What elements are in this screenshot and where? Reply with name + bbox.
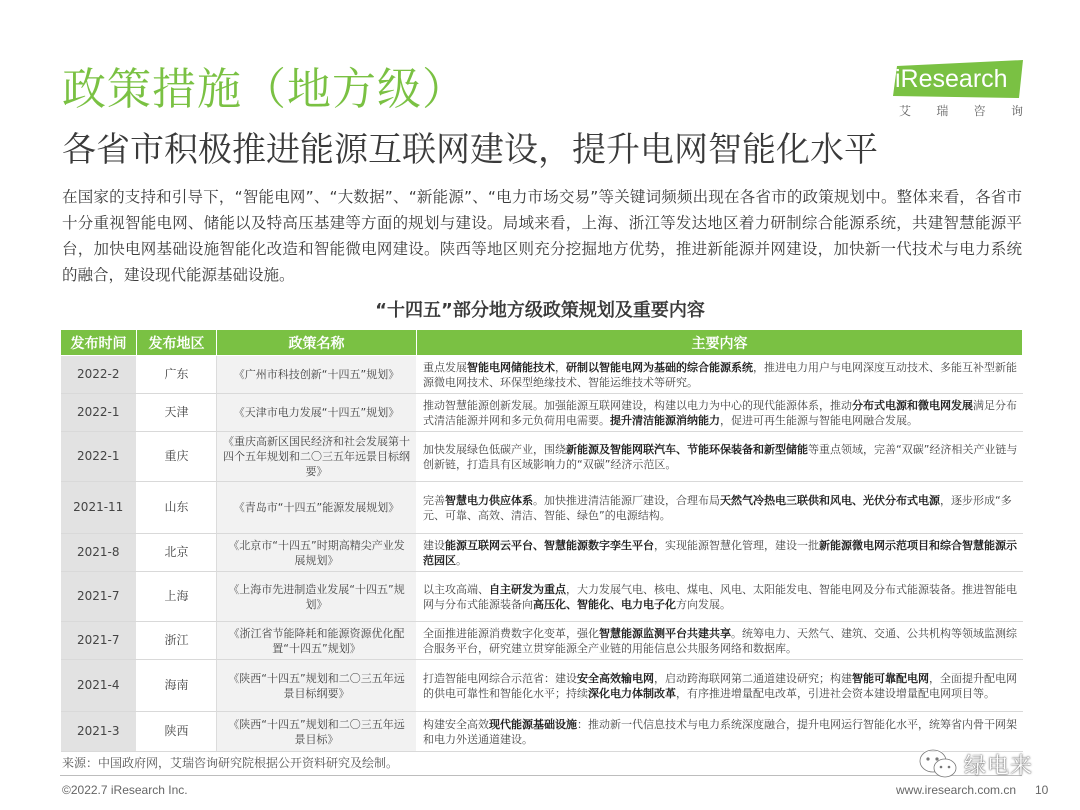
content-highlight: 安全高效输电网 xyxy=(577,671,654,685)
logo-cn-char: 咨 xyxy=(973,104,986,118)
cell-date: 2022-1 xyxy=(61,432,137,482)
cell-date: 2021-8 xyxy=(61,534,137,572)
table-row xyxy=(61,356,1023,394)
content-text: 。 xyxy=(456,553,467,567)
table-row xyxy=(61,660,1023,712)
header-main-content: 主要内容 xyxy=(417,330,1023,356)
cell-policy-name: 《陕西“十四五”规划和二〇三五年远景目标》 xyxy=(217,712,417,752)
cell-date: 2021-7 xyxy=(61,572,137,622)
logo-cn-char: 艾 xyxy=(899,104,912,118)
source-note: 来源：中国政府网，艾瑞咨询研究院根据公开资料研究及绘制。 xyxy=(62,756,399,770)
table-row xyxy=(61,482,1023,534)
content-text: 完善 xyxy=(423,493,445,507)
content-text: ，大力发展气电、核电、煤电、风电、太阳能发电、智能电网及分布式能源装备。推进智能电网与分布式能源装备向 xyxy=(423,582,1017,611)
content-highlight: 现代能源基础设施 xyxy=(489,717,577,731)
cell-region: 上海 xyxy=(137,572,217,622)
cell-main-content xyxy=(417,432,1023,482)
content-text: 。加快推进清洁能源厂建设，合理布局 xyxy=(533,493,720,507)
watermark xyxy=(918,744,1033,784)
content-highlight: 新能源及智能网联汽车、节能环保装备和新型储能 xyxy=(566,442,808,456)
table-row xyxy=(61,572,1023,622)
table-title: “十四五”部分地方级政策规划及重要内容 xyxy=(375,300,705,321)
cell-date: 2021-3 xyxy=(61,712,137,752)
cell-region: 重庆 xyxy=(137,432,217,482)
content-text: 等重点领域，完善“双碳”经济相关产业链与创新链，打造具有区域影响力的“双碳”经济示范区。 xyxy=(423,442,1018,471)
cell-region: 陕西 xyxy=(137,712,217,752)
cell-region: 北京 xyxy=(137,534,217,572)
cell-policy-name: 《北京市“十四五”时期高精尖产业发展规划》 xyxy=(217,534,417,572)
content-text: 。统筹电力、天然气、建筑、交通、公共机构等领域监测综合服务平台，研究建立贯穿能源全产业链的用能信息公共服务网络和数据库。 xyxy=(423,626,1017,655)
cell-date: 2021-4 xyxy=(61,660,137,712)
content-text: ，启动跨海联网第二通道建设研究；构建 xyxy=(654,671,852,685)
cell-region: 广东 xyxy=(137,356,217,394)
content-text: ，全面提升配电网的供电可靠性和智能化水平；持续 xyxy=(423,671,1017,700)
cell-policy-name: 《广州市科技创新“十四五”规划》 xyxy=(217,356,417,394)
copyright: ©2022.7 iResearch Inc. xyxy=(62,783,188,797)
content-highlight: 新能源微电网示范项目和综合智慧能源示范园区 xyxy=(423,538,1017,567)
content-text: 加快发展绿色低碳产业，围绕 xyxy=(423,442,566,456)
content-highlight: 自主研发为重点 xyxy=(489,582,566,596)
content-highlight: 深化电力体制改革 xyxy=(588,686,676,700)
intro-paragraph: 在国家的支持和引导下，“智能电网”、“大数据”、“新能源”、“电力市场交易”等关键词频频出现在各省市的政策规划中。整体来看，各省市十分重视智能电网、储能以及特高压基建等方面的规划与建设。局域来看，上海、浙江等发达地区着力研制综合能源系统，共建智慧能源平台，加快电网基础设施智能化改造和智能微电网建设。陕西等地区则充分挖掘地方优势，推进新能源并网建设，加快新一代技术与电力系统的融合，建设现代能源基础设施。 xyxy=(62,188,1022,284)
iresearch-logo xyxy=(893,60,1023,120)
cell-main-content xyxy=(417,356,1023,394)
content-text: ，逐步形成“多元、可靠、高效、清洁、智能、绿色”的电源结构。 xyxy=(423,493,1012,522)
cell-policy-name: 《上海市先进制造业发展“十四五”规划》 xyxy=(217,572,417,622)
wechat-icon xyxy=(918,747,958,781)
cell-date: 2022-2 xyxy=(61,356,137,394)
content-highlight: 智能可靠配电网 xyxy=(852,671,929,685)
content-text: 建设 xyxy=(423,538,445,552)
table-row xyxy=(61,432,1023,482)
cell-main-content xyxy=(417,482,1023,534)
page-number: 10 xyxy=(1035,783,1049,797)
watermark-text: 绿电来 xyxy=(964,753,1034,779)
content-highlight: 分布式电源和微电网发展 xyxy=(852,398,973,412)
table-row xyxy=(61,712,1023,752)
cell-region: 浙江 xyxy=(137,622,217,660)
logo-cn-char: 瑞 xyxy=(936,104,949,118)
cell-main-content xyxy=(417,534,1023,572)
page-subtitle: 各省市积极推进能源互联网建设，提升电网智能化水平 xyxy=(62,130,878,170)
cell-main-content xyxy=(417,622,1023,660)
content-text: 方向发展。 xyxy=(676,597,731,611)
content-highlight: 天然气冷热电三联供和风电、光伏分布式电源 xyxy=(720,493,940,507)
content-text: 重点发展 xyxy=(423,360,467,374)
logo-brand-text: iResearch xyxy=(895,65,1008,93)
content-highlight: 智慧电力供应体系 xyxy=(445,493,533,507)
table-header-row xyxy=(61,330,1023,356)
content-highlight: 智能电网储能技术 xyxy=(467,360,555,374)
content-text: ，促进可再生能源与智能电网融合发展。 xyxy=(720,413,918,427)
content-text: 满足分布式清洁能源并网和多元负荷用电需要。 xyxy=(423,398,1017,427)
header-date: 发布时间 xyxy=(61,330,137,356)
content-highlight: 能源互联网云平台、智慧能源数字孪生平台 xyxy=(445,538,654,552)
table-row xyxy=(61,534,1023,572)
logo-cn-char: 询 xyxy=(1010,104,1023,118)
website-link[interactable]: www.iresearch.com.cn xyxy=(896,783,1017,797)
cell-main-content xyxy=(417,572,1023,622)
cell-region: 天津 xyxy=(137,394,217,432)
footer-divider xyxy=(60,775,1022,776)
content-highlight: 高压化、智能化、电力电子化 xyxy=(533,597,676,611)
content-highlight: 智慧能源监测平台共建共享 xyxy=(599,626,731,640)
cell-policy-name: 《重庆高新区国民经济和社会发展第十四个五年规划和二〇三五年远景目标纲要》 xyxy=(217,432,417,482)
content-text: 全面推进能源消费数字化变革，强化 xyxy=(423,626,599,640)
cell-date: 2022-1 xyxy=(61,394,137,432)
content-text: ，实现能源智慧化管理，建设一批 xyxy=(654,538,819,552)
content-text: ， xyxy=(555,360,566,374)
cell-policy-name: 《陕西“十四五”规划和二〇三五年远景目标纲要》 xyxy=(217,660,417,712)
policy-table xyxy=(60,329,1023,752)
content-text: ，有序推进增量配电改革，引进社会资本建设增量配电网项目等。 xyxy=(676,686,995,700)
logo-brand-cn xyxy=(899,102,1023,119)
policy-table-body xyxy=(61,356,1023,752)
header-policy-name: 政策名称 xyxy=(217,330,417,356)
cell-main-content xyxy=(417,660,1023,712)
cell-region: 海南 xyxy=(137,660,217,712)
content-text: 以主攻高端、 xyxy=(423,582,489,596)
table-row xyxy=(61,622,1023,660)
content-highlight: 提升清洁能源消纳能力 xyxy=(610,413,720,427)
content-highlight: 研制以智能电网为基础的综合能源系统 xyxy=(566,360,753,374)
cell-main-content xyxy=(417,394,1023,432)
content-text: 推动智慧能源创新发展。加强能源互联网建设，构建以电力为中心的现代能源体系，推动 xyxy=(423,398,852,412)
header-region: 发布地区 xyxy=(137,330,217,356)
cell-region: 山东 xyxy=(137,482,217,534)
page-title: 政策措施（地方级） xyxy=(62,64,467,115)
content-text: 打造智能电网综合示范省：建设 xyxy=(423,671,577,685)
content-text: ，推进电力用户与电网深度互动技术、多能互补型新能源微电网技术、环保型绝缘技术、智能运维技术等研究。 xyxy=(423,360,1017,389)
cell-date: 2021-7 xyxy=(61,622,137,660)
content-text: ：推动新一代信息技术与电力系统深度融合，提升电网运行智能化水平，统筹省内骨干网架和电力外送通道建设。 xyxy=(423,717,1017,746)
cell-policy-name: 《浙江省节能降耗和能源资源优化配置“十四五”规划》 xyxy=(217,622,417,660)
table-row xyxy=(61,394,1023,432)
cell-policy-name: 《天津市电力发展“十四五”规划》 xyxy=(217,394,417,432)
content-text: 构建安全高效 xyxy=(423,717,489,731)
cell-policy-name: 《青岛市“十四五”能源发展规划》 xyxy=(217,482,417,534)
cell-date: 2021-11 xyxy=(61,482,137,534)
